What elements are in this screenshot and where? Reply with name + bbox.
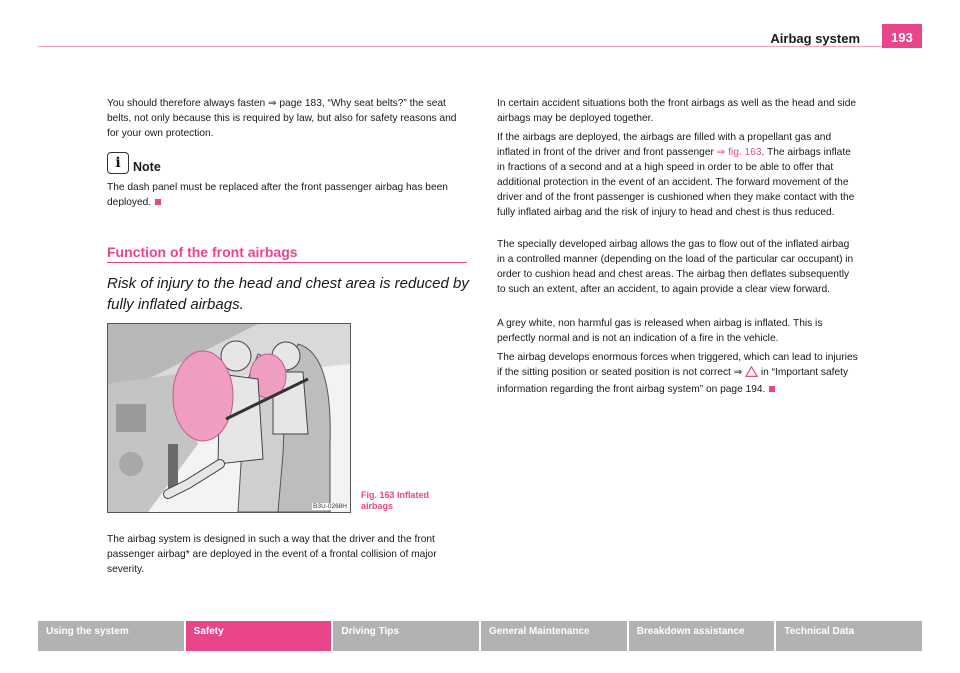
footer-nav (38, 621, 922, 651)
note-paragraph (107, 180, 469, 210)
tab-general-maintenance[interactable]: General Maintenance (481, 621, 627, 651)
figure-code: B3U-0268H (313, 503, 347, 510)
right-paragraph-4: A grey white, non harmful gas is released when airbag is inflated. This is perfectly normal and is not an indication of a fire in the vehicle. (497, 318, 823, 344)
right-paragraph-3: The specially developed airbag allows the gas to flow out of the inflated airbag in a controlled manner (depending on the load of the particular car occupant) in order to cushion head and chest areas. The airbag then deflates subsequently to such an extent, after an accident, to again provide a clear view forward. (497, 239, 854, 295)
right-paragraph-5 (497, 350, 859, 397)
right-paragraph-2-text-a: If the airbags are deployed, the airbags are filled with a propellant gas and inflated in front of the driver and front passenger (497, 132, 832, 158)
figure-inflated-airbags (107, 323, 351, 513)
header-rule (38, 46, 922, 47)
section-rule (107, 262, 467, 263)
right-paragraph-2 (497, 130, 859, 220)
page-title: Airbag system (770, 31, 860, 46)
right-paragraph-5-text-a: The airbag develops enormous forces when triggered, which can lead to injuries if the sitting position or seated position is not correct ⇒ (497, 352, 858, 378)
figure-link[interactable]: ⇒ fig. 163 (716, 147, 762, 158)
note-text: The dash panel must be replaced after the front passenger airbag has been deployed. (107, 182, 448, 208)
tab-using-the-system[interactable]: Using the system (38, 621, 184, 651)
note-label: Note (133, 160, 161, 174)
right-paragraph-2-text-b: . The airbags inflate in fractions of a second and at a high speed in order to be able to offer that additional protection in the event of an accident. The forward movement of the driver and of the front passenger is cushioned when they make contact with the fully inflated airbag and the risk of injury to head and chest is thus reduced. (497, 147, 855, 218)
section-heading: Function of the front airbags (107, 244, 298, 260)
note-header (107, 152, 161, 174)
tab-breakdown-assistance[interactable]: Breakdown assistance (629, 621, 775, 651)
airbag-illustration (108, 324, 350, 512)
section-subheading: Risk of injury to the head and chest area is reduced by fully inflated airbags. (107, 275, 469, 313)
page-number: 193 (882, 24, 922, 48)
end-mark-icon (155, 199, 161, 205)
tab-driving-tips[interactable]: Driving Tips (333, 621, 479, 651)
info-icon: i (107, 152, 129, 174)
figure-caption-line2: airbags (361, 501, 394, 511)
right-paragraph-1: In certain accident situations both the front airbags as well as the head and side airbags may be deployed together. (497, 98, 857, 124)
intro-paragraph: You should therefore always fasten ⇒ page 183, “Why seat belts?” the seat belts, not only because this is required by law, but also for safety reasons and for your own protection. (107, 98, 457, 139)
warning-triangle-icon[interactable] (745, 366, 758, 382)
tab-technical-data[interactable]: Technical Data (776, 621, 922, 651)
figure-caption (361, 490, 461, 512)
end-mark-icon (769, 386, 775, 392)
airbag-system-paragraph: The airbag system is designed in such a way that the driver and the front passenger airbag* are deployed in the event of a frontal collision of major severity. (107, 534, 437, 575)
tab-safety[interactable]: Safety (186, 621, 332, 651)
right-paragraph-5-text-b: in “Important safety information regarding the front airbag system” on page 194. (497, 367, 849, 395)
figure-caption-line1: Fig. 163 Inflated (361, 490, 430, 500)
